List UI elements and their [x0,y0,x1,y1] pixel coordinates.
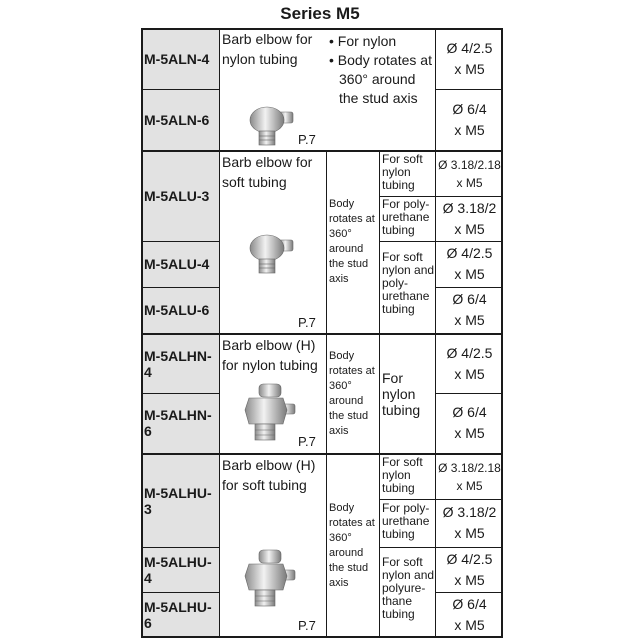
row-divider [435,499,503,500]
barb-elbow-h-fitting-icon [233,546,303,616]
table-divider [326,151,327,638]
block-divider [141,333,503,335]
tubing-cell: For poly-urethane tubing [382,501,430,541]
row-divider [379,241,436,242]
row-divider [141,89,220,90]
features-list [327,28,435,150]
model-cell: M-5ALU-6 [141,287,219,333]
product-name: Barb elbow (H) for soft tubing [222,457,316,493]
product-name: Barb elbow for soft tubing [222,154,313,190]
row-divider [379,547,436,548]
features-text: Body rotates at 360° around the stud axis [329,502,375,589]
feature-item: • For nylon [329,33,397,49]
model-cell: M-5ALU-4 [141,241,219,287]
page-ref: P.7 [298,434,316,449]
features-text: Body rotates at 360° around the stud axis [329,349,375,437]
row-divider [435,547,503,548]
tubing-cell: For soft nylon and poly-urethane tubing [382,250,435,316]
block-divider [141,150,503,152]
row-divider [141,393,220,394]
model-cell: M-5ALHU-4 [141,547,219,592]
tubing-cell: For soft nylon tubing [382,455,423,495]
row-divider [141,287,220,288]
row-divider [379,196,436,197]
row-divider [141,547,220,548]
row-divider [435,196,503,197]
model-cell: M-5ALHN-4 [141,334,219,393]
model-cell: M-5ALHU-6 [141,592,219,638]
size-cell: Ø 3.18/2 x M5 [442,504,497,541]
feature-item: • Body rotates at 360° around the stud axis [329,52,432,106]
model-cell: M-5ALU-3 [141,151,219,241]
size-cell: Ø 4/2.5 x M5 [446,245,493,282]
size-cell: Ø 4/2.5 x M5 [446,550,493,588]
table-border [141,636,503,638]
size-cell: Ø 4/2.5 x M5 [446,344,493,382]
row-divider [435,393,503,394]
tubing-cell: For soft nylon and polyure-thane tubing [382,555,435,621]
table-divider [379,151,380,638]
barb-elbow-h-fitting-icon [233,380,303,450]
model-cell: M-5ALHU-3 [141,454,219,547]
product-table [141,28,503,638]
size-cell: Ø 6/4 x M5 [452,596,487,633]
page-ref: P.7 [298,132,316,147]
row-divider [379,499,436,500]
size-cell: Ø 6/4 x M5 [452,291,487,328]
page-title: Series M5 [280,4,360,23]
size-cell: Ø 6/4 x M5 [452,404,487,441]
size-cell: Ø 4/2.5 x M5 [446,39,493,77]
page-ref: P.7 [298,315,316,330]
model-cell: M-5ALHN-6 [141,393,219,453]
row-divider [435,89,503,90]
size-cell: Ø 3.18/2.18 x M5 [438,157,501,190]
row-divider [435,241,503,242]
row-divider [141,592,220,593]
row-divider [435,287,503,288]
barb-elbow-fitting-icon [241,228,301,288]
tubing-cell: For soft nylon tubing [382,152,423,192]
row-divider [141,241,220,242]
block-divider [141,453,503,455]
model-cell: M-5ALN-4 [141,28,219,89]
tubing-cell: For nylon tubing [382,369,421,418]
product-name: Barb elbow (H) for nylon tubing [222,337,318,373]
page-ref: P.7 [298,618,316,633]
product-name: Barb elbow for nylon tubing [222,31,313,67]
size-cell: Ø 3.18/2 x M5 [442,199,497,237]
features-text: Body rotates at 360° around the stud axis [329,198,375,285]
model-cell: M-5ALN-6 [141,89,219,150]
table-border [141,28,503,30]
size-cell: Ø 3.18/2.18 x M5 [438,460,501,493]
tubing-cell: For poly-urethane tubing [382,197,430,237]
row-divider [435,592,503,593]
size-cell: Ø 6/4 x M5 [452,100,487,138]
